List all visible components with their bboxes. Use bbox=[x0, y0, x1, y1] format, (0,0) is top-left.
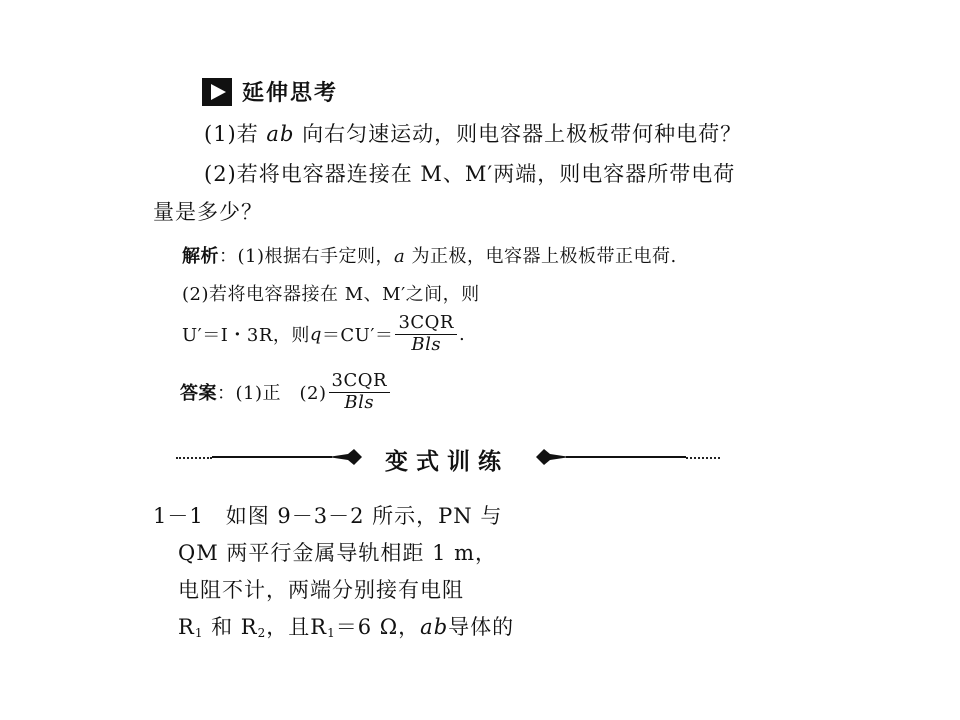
answer-fraction bbox=[329, 372, 391, 413]
formula-fraction-numerator: 3CQR bbox=[395, 314, 457, 335]
exercise-line-4 bbox=[178, 611, 514, 641]
analysis-var: a bbox=[394, 246, 406, 267]
question-1-var: ab bbox=[266, 122, 295, 146]
section-title: 变 式 训 练 bbox=[385, 449, 502, 475]
divider-ornament-left-icon bbox=[328, 449, 362, 465]
formula-fraction bbox=[395, 314, 457, 355]
formula-end: . bbox=[458, 323, 466, 345]
section-header bbox=[202, 76, 338, 107]
exercise-var: ab bbox=[420, 615, 449, 639]
exercise-text-c: ，且R bbox=[266, 615, 328, 639]
exercise-text-b: 和 R bbox=[203, 615, 258, 639]
question-1-text-b: 向右匀速运动，则电容器上极板带何种电荷？ bbox=[294, 122, 743, 146]
question-2-line-2: 量是多少？ bbox=[153, 200, 263, 224]
formula-text-a: U′＝I・3R，则 bbox=[182, 325, 310, 347]
analysis-line-1 bbox=[182, 242, 677, 268]
header-title: 延伸思考 bbox=[242, 81, 339, 106]
question-1 bbox=[204, 118, 742, 148]
answer-text: ：(1)正 (2) bbox=[217, 383, 327, 405]
answer-fraction-numerator: 3CQR bbox=[329, 372, 391, 393]
answer-line bbox=[180, 372, 392, 413]
analysis-text-b: 为正极，电容器上极板带正电荷. bbox=[405, 246, 677, 267]
exercise-text-e: 导体的 bbox=[448, 615, 515, 639]
formula-fraction-denominator: Bls bbox=[411, 333, 442, 355]
divider-ornament-right-icon bbox=[536, 449, 570, 465]
exercise-line-2: QM 两平行金属导轨相距 1 m， bbox=[178, 541, 498, 565]
exercise-line-1: 1－1 如图 9－3－2 所示，PN 与 bbox=[153, 504, 503, 528]
answer-fraction-denominator: Bls bbox=[344, 391, 375, 413]
analysis-line-2: (2)若将电容器接在 M、M′之间，则 bbox=[182, 284, 480, 305]
question-1-text-a: (1)若 bbox=[204, 122, 267, 146]
exercise-sub-2: 2 bbox=[257, 626, 267, 640]
analysis-text-a: ：(1)根据右手定则， bbox=[219, 246, 394, 267]
formula-var-q: q bbox=[309, 323, 322, 345]
exercise-line-3: 电阻不计，两端分别接有电阻 bbox=[178, 578, 464, 602]
answer-label: 答案 bbox=[180, 383, 217, 405]
exercise-text-d: ＝6 Ω， bbox=[335, 615, 421, 639]
analysis-label: 解析 bbox=[182, 246, 219, 267]
analysis-formula bbox=[182, 314, 465, 355]
divider-line-right bbox=[566, 456, 686, 458]
divider-line-left bbox=[212, 456, 332, 458]
formula-text-b: ＝CU′＝ bbox=[321, 325, 394, 347]
question-2-line-1: (2)若将电容器连接在 M、M′两端，则电容器所带电荷 bbox=[204, 162, 736, 186]
exercise-sub-1: 1 bbox=[194, 626, 204, 640]
divider-dots-left bbox=[176, 457, 212, 459]
play-arrow-icon bbox=[202, 78, 232, 106]
exercise-sub-3: 1 bbox=[327, 626, 336, 640]
exercise-r: R bbox=[178, 615, 195, 639]
divider-dots-right bbox=[686, 457, 720, 459]
